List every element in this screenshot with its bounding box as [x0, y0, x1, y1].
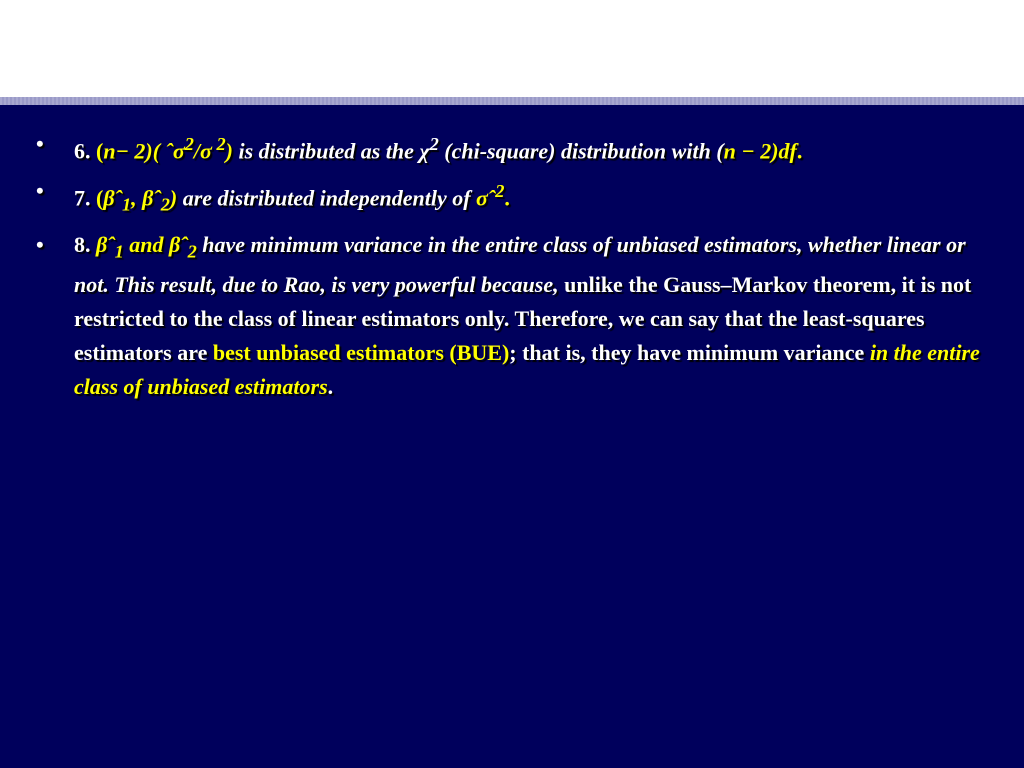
bullet-dot: • [36, 131, 44, 156]
bullet-item-6 [36, 127, 988, 168]
formula-part: /σ [193, 138, 212, 164]
period: . [796, 138, 803, 164]
item-number: 6. [74, 138, 91, 164]
header-divider-bar [0, 97, 1024, 105]
statement-text: unlike the Gauss–Markov theorem, it is not restricted to the class of linear estimators only. Therefore, we can say that the least-squares estimators are [74, 272, 972, 366]
df-text: 2)df [760, 138, 797, 164]
chi-sup: 2 [429, 134, 439, 154]
slide-header-area [0, 0, 1024, 97]
statement-text: is distributed as the χ [232, 138, 430, 164]
item-number: 8. [74, 232, 91, 258]
formula-part: , βˆ [131, 185, 161, 211]
statement-text: (chi-square) distribution with ( [438, 138, 724, 164]
paren-open: ( [96, 138, 104, 164]
formula-part: and βˆ [123, 232, 188, 258]
highlight-class: in the entire class of unbiased estimators [74, 340, 980, 400]
bullet-item-8 [36, 228, 988, 404]
formula-sub: 2 [187, 241, 197, 262]
bullet-list [36, 127, 988, 410]
sigma-sup: 2 [495, 181, 505, 202]
statement-text: ; that is, they have minimum variance [509, 340, 870, 366]
formula-part: βˆ [96, 232, 115, 258]
formula-part: n− 2)( ˆσ [103, 138, 185, 164]
statement-text: have minimum variance in the entire class of unbiased estimators, whether linear or not. This result, due to Rao, is very powerful because, [74, 232, 966, 298]
paren-close: ) [169, 185, 178, 211]
period: . [327, 374, 334, 400]
bullet-dot: • [36, 178, 44, 204]
slide-content-area [0, 105, 1024, 768]
formula-sub: 2 [160, 195, 170, 216]
period: . [504, 185, 510, 211]
formula-sub: 1 [121, 195, 132, 216]
formula-part: βˆ [103, 185, 122, 211]
paren-open: ( [96, 185, 104, 211]
paren-close: ) [225, 138, 233, 164]
sigma-hat: σˆ [476, 185, 496, 211]
bullet-dot: • [36, 232, 44, 258]
statement-text: are distributed independently of [177, 185, 477, 211]
formula-sub: 1 [114, 241, 124, 262]
bullet-item-7 [36, 174, 988, 222]
df-text: n − [723, 138, 755, 164]
formula-sup: 2 [211, 134, 226, 154]
highlight-bue: best unbiased estimators (BUE) [212, 340, 510, 366]
formula-sup: 2 [184, 134, 194, 154]
item-number: 7. [74, 185, 91, 211]
